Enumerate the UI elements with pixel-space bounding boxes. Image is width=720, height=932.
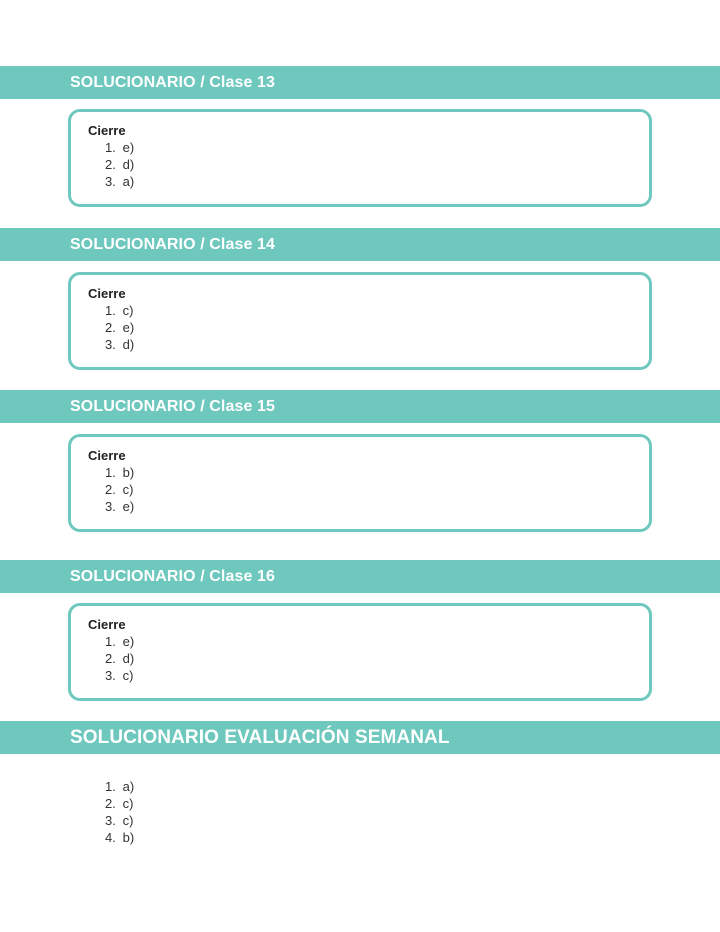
section-header-clase-15 (0, 390, 720, 423)
item-number: 1. (105, 140, 116, 155)
list-item (105, 139, 649, 156)
answer-list (88, 633, 649, 684)
item-answer: d) (122, 337, 135, 352)
item-number: 2. (105, 482, 116, 497)
item-answer: c) (122, 813, 134, 828)
answer-list (88, 302, 649, 353)
section-header-text: SOLUCIONARIO / Clase 14 (70, 235, 276, 253)
list-item (105, 650, 649, 667)
item-answer: d) (122, 651, 135, 666)
item-answer: c) (122, 668, 134, 683)
item-number: 3. (105, 499, 116, 514)
card-title: Cierre (88, 123, 126, 138)
item-answer: a) (122, 779, 135, 794)
list-item (105, 173, 649, 190)
answer-list (88, 139, 649, 190)
item-number: 3. (105, 813, 116, 828)
item-answer: e) (122, 499, 135, 514)
list-item (105, 829, 134, 846)
item-number: 3. (105, 174, 116, 189)
answer-card-clase-14 (68, 272, 652, 370)
item-number: 1. (105, 303, 116, 318)
item-number: 2. (105, 651, 116, 666)
item-number: 3. (105, 668, 116, 683)
section-header-clase-16 (0, 560, 720, 593)
list-item (105, 667, 649, 684)
answer-card-clase-16 (68, 603, 652, 701)
item-number: 4. (105, 830, 116, 845)
card-title: Cierre (88, 617, 126, 632)
item-answer: c) (122, 482, 134, 497)
section-header-clase-13 (0, 66, 720, 99)
item-number: 1. (105, 465, 116, 480)
list-item (105, 481, 649, 498)
section-header-evaluacion-semanal (0, 721, 720, 754)
list-item (105, 464, 649, 481)
section-header-text: SOLUCIONARIO / Clase 15 (70, 397, 276, 415)
item-number: 1. (105, 779, 116, 794)
list-item (105, 633, 649, 650)
item-number: 3. (105, 337, 116, 352)
item-number: 2. (105, 320, 116, 335)
answer-card-clase-15 (68, 434, 652, 532)
list-item (105, 336, 649, 353)
item-answer: b) (122, 830, 135, 845)
card-title: Cierre (88, 448, 126, 463)
answer-card-clase-13 (68, 109, 652, 207)
section-header-clase-14 (0, 228, 720, 261)
list-item (105, 302, 649, 319)
section-header-text: SOLUCIONARIO / Clase 13 (70, 73, 276, 91)
item-answer: b) (122, 465, 135, 480)
list-item (105, 778, 134, 795)
section-header-text: SOLUCIONARIO / Clase 16 (70, 567, 276, 585)
item-answer: e) (122, 634, 135, 649)
card-title: Cierre (88, 286, 126, 301)
section-header-text: SOLUCIONARIO EVALUACIÓN SEMANAL (70, 726, 450, 748)
list-item (105, 319, 649, 336)
item-number: 2. (105, 157, 116, 172)
item-answer: c) (122, 796, 134, 811)
list-item (105, 795, 134, 812)
item-number: 2. (105, 796, 116, 811)
item-answer: e) (122, 320, 135, 335)
evaluation-answer-list (105, 778, 134, 846)
list-item (105, 498, 649, 515)
item-answer: a) (122, 174, 135, 189)
list-item (105, 812, 134, 829)
item-answer: d) (122, 157, 135, 172)
item-answer: c) (122, 303, 134, 318)
list-item (105, 156, 649, 173)
item-number: 1. (105, 634, 116, 649)
item-answer: e) (122, 140, 135, 155)
answer-list (88, 464, 649, 515)
